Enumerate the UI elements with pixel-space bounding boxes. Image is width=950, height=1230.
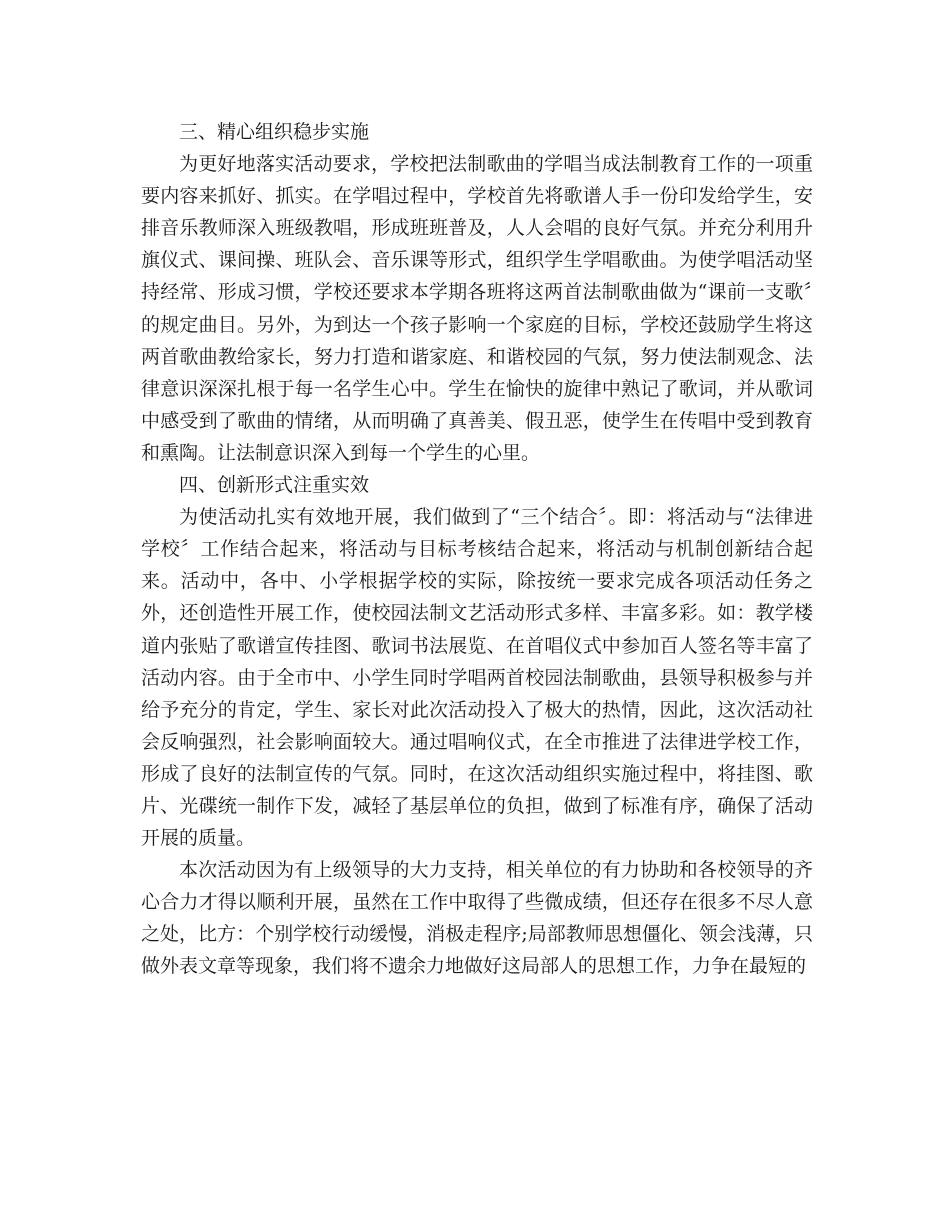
- paragraph-2: 为使活动扎实有效地开展，我们做到了“三个结合〞。即：将活动与“法律进学校〞工作结合起来，将活动与目标考核结合起来，将活动与机制创新结合起来。活动中，各中、小学根据学校的实际，除按统一要求完成各项活动任务之外，还创造性开展工作，使校园法制文艺活动形式多样、丰富多彩。如：教学楼道内张贴了歌谱宣传挂图、歌词书法展览、在首唱仪式中参加百人签名等丰富了活动内容。由于全市中、小学生同时学唱两首校园法制歌曲，县领导积极参与并给予充分的肯定，学生、家长对此次活动投入了极大的热情，因此，这次活动社会反响强烈，社会影响面较大。通过唱响仪式，在全市推进了法律进学校工作，形成了良好的法制宣传的气氛。同时，在这次活动组织实施过程中，将挂图、歌片、光碟统一制作下发，减轻了基层单位的负担，做到了标准有序，确保了活动开展的质量。: [141, 506, 813, 850]
- paragraph-1: 为更好地落实活动要求，学校把法制歌曲的学唱当成法制教育工作的一项重要内容来抓好、抓实。在学唱过程中，学校首先将歌谱人手一份印发给学生，安排音乐教师深入班级教唱，形成班班普及，人人会唱的良好气氛。并充分利用升旗仪式、课间操、班队会、音乐课等形式，组织学生学唱歌曲。为使学唱活动坚持经常、形成习惯，学校还要求本学期各班将这两首法制歌曲做为“课前一支歌〞的规定曲目。另外，为到达一个孩子影响一个家庭的目标，学校还鼓励学生将这两首歌曲教给家长，努力打造和谐家庭、和谐校园的气氛，努力使法制观念、法律意识深深扎根于每一名学生心中。学生在愉快的旋律中熟记了歌词，并从歌词中感受到了歌曲的情绪，从而明确了真善美、假丑恶，使学生在传唱中受到教育和熏陶。让法制意识深入到每一个学生的心里。: [141, 153, 813, 464]
- paragraph-3: 本次活动因为有上级领导的大力支持，相关单位的有力协助和各校领导的齐心合力才得以顺利开展，虽然在工作中取得了些微成绩，但还存在很多不尽人意之处，比方：个别学校行动缓慢，消极走程序;局部教师思想僵化、领会浅薄，只做外表文章等现象，我们将不遗余力地做好这局部人的思想工作，力争在最短的: [141, 859, 813, 978]
- document-body: [141, 116, 813, 983]
- section-heading-4: 四、创新形式注重实效: [179, 474, 370, 497]
- section-heading-3: 三、精心组织稳步实施: [179, 121, 370, 143]
